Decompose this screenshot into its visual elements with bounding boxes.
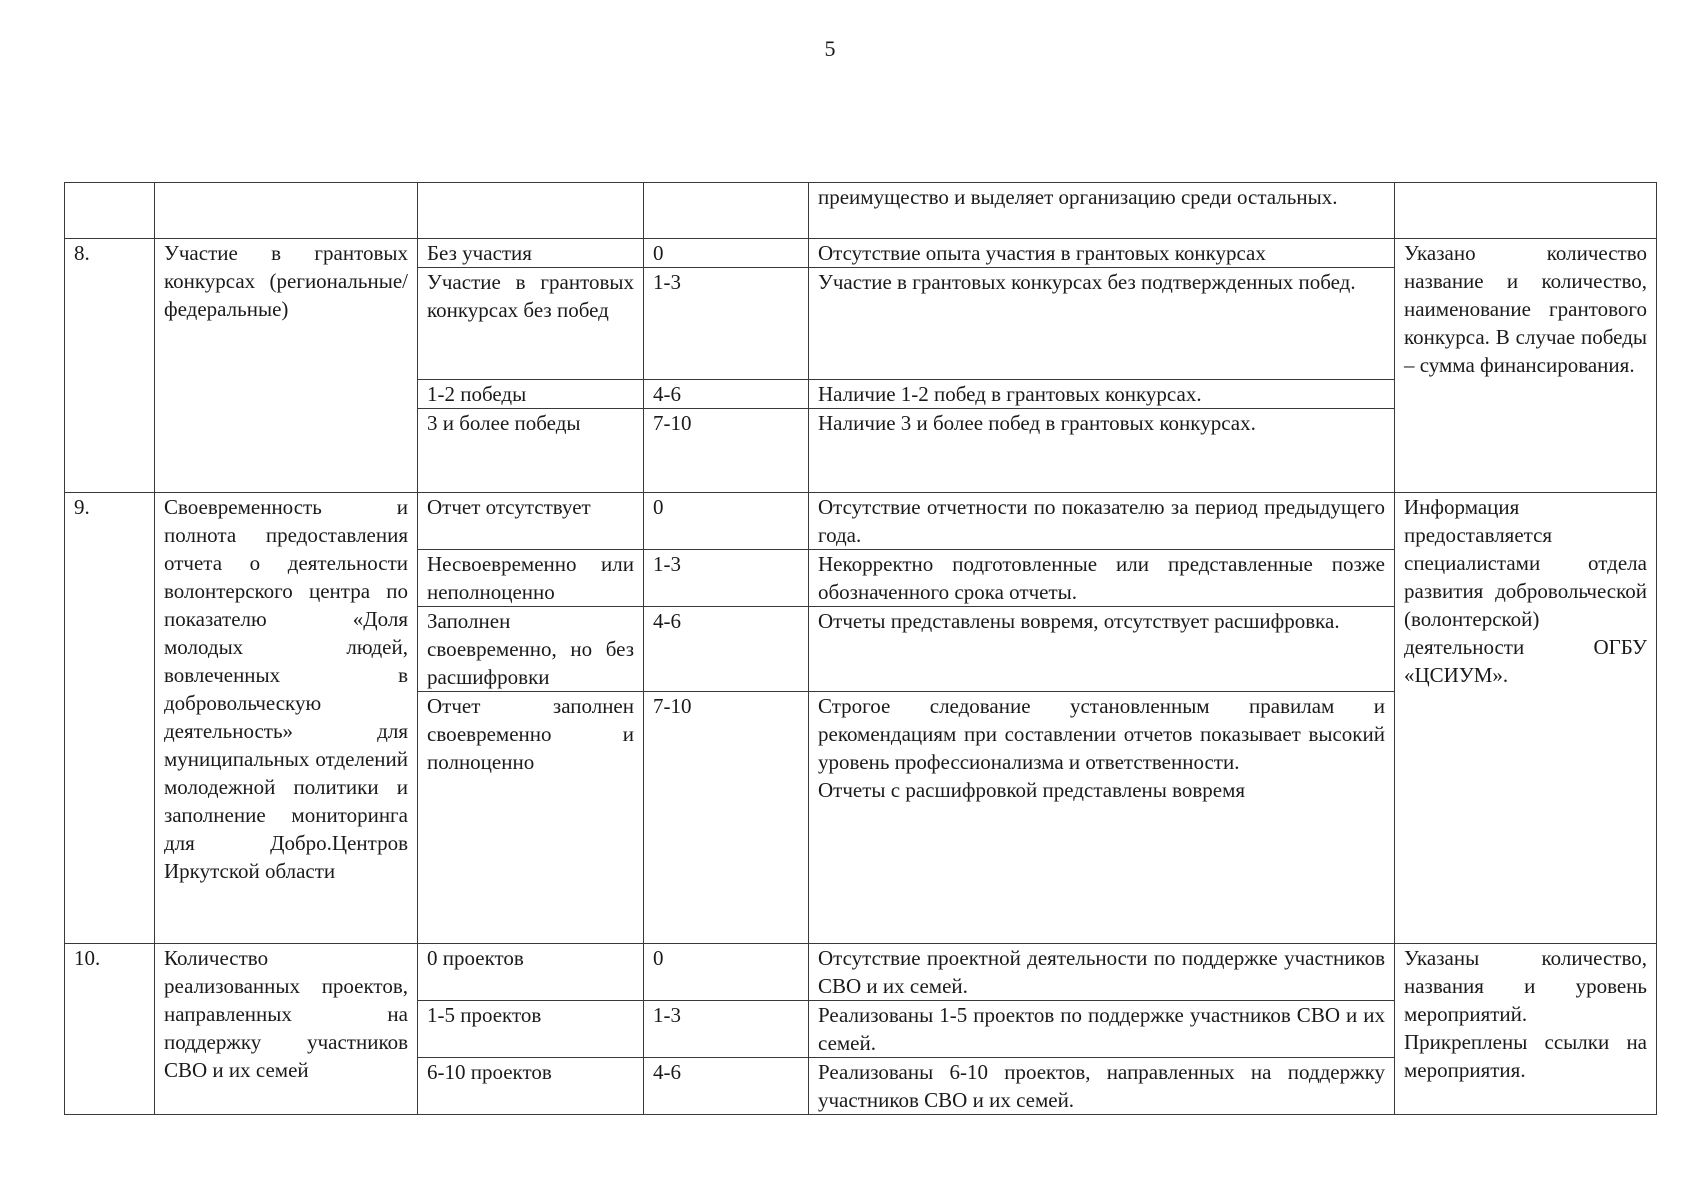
level-description: Отсутствие проектной деятельности по поддержке участников СВО и их семей. <box>809 944 1395 1001</box>
level-label: Без участия <box>418 239 644 268</box>
criterion-name: Количество реализованных проектов, направленных на поддержку участников СВО и их семей <box>155 944 418 1115</box>
continuation-row <box>65 183 1657 239</box>
level-points: 1-3 <box>644 550 809 607</box>
level-label: 0 проектов <box>418 944 644 1001</box>
criterion-note: Указаны количество, названия и уровень мероприятий. Прикреплены ссылки на мероприятия. <box>1395 944 1657 1115</box>
level-label: 1-2 победы <box>418 380 644 409</box>
level-label: Заполнен своевременно, но без расшифровки <box>418 607 644 692</box>
criterion-note: Информация предоставляется специалистами отдела развития добровольческой (волонтерской) деятельности ОГБУ «ЦСИУМ». <box>1395 493 1657 944</box>
level-description: Отсутствие отчетности по показателю за период предыдущего года. <box>809 493 1395 550</box>
criterion-note: Указано количество название и количество, наименование грантового конкурса. В случае победы – сумма финансирования. <box>1395 239 1657 493</box>
level-points: 4-6 <box>644 1058 809 1115</box>
level-label: Участие в грантовых конкурсах без побед <box>418 268 644 380</box>
level-description-cell <box>809 692 1395 944</box>
level-points: 0 <box>644 944 809 1001</box>
row-number: 9. <box>65 493 155 944</box>
table-row <box>65 493 1657 550</box>
cell-empty <box>644 183 809 239</box>
level-description: Участие в грантовых конкурсах без подтвержденных побед. <box>809 268 1395 380</box>
cell-empty <box>65 183 155 239</box>
level-points: 0 <box>644 493 809 550</box>
cell-empty <box>418 183 644 239</box>
level-label: Отчет заполнен своевременно и полноценно <box>418 692 644 944</box>
row-number: 10. <box>65 944 155 1115</box>
row-number: 8. <box>65 239 155 493</box>
criterion-name: Своевременность и полнота предоставления отчета о деятельности волонтерского центра по показателю «Доля молодых людей, вовлеченных в добровольческую деятельность» для муниципальных отделений молодежной политики и заполнение мониторинга для Добро.Центров Иркутской области <box>155 493 418 944</box>
page-number: 5 <box>824 36 836 61</box>
level-points: 0 <box>644 239 809 268</box>
level-description: Реализованы 6-10 проектов, направленных на поддержку участников СВО и их семей. <box>809 1058 1395 1115</box>
cell-empty <box>155 183 418 239</box>
level-points: 1-3 <box>644 268 809 380</box>
level-description-extra: Отчеты с расшифровкой представлены вовремя <box>818 778 1246 802</box>
level-points: 4-6 <box>644 607 809 692</box>
level-label: Отчет отсутствует <box>418 493 644 550</box>
level-description: Строгое следование установленным правилам и рекомендациям при составлении отчетов показывает высокий уровень профессионализма и ответственности. <box>818 694 1385 774</box>
table-row <box>65 944 1657 1001</box>
level-description: Наличие 3 и более побед в грантовых конкурсах. <box>809 409 1395 493</box>
cell-empty <box>1395 183 1657 239</box>
level-label: 6-10 проектов <box>418 1058 644 1115</box>
level-label: Несвоевременно или неполноценно <box>418 550 644 607</box>
criterion-name: Участие в грантовых конкурсах (региональные/федеральные) <box>155 239 418 493</box>
level-points: 7-10 <box>644 692 809 944</box>
level-label: 3 и более победы <box>418 409 644 493</box>
level-description: преимущество и выделяет организацию среди остальных. <box>809 183 1395 239</box>
table-row <box>65 239 1657 268</box>
level-description: Некорректно подготовленные или представленные позже обозначенного срока отчеты. <box>809 550 1395 607</box>
level-description: Наличие 1-2 побед в грантовых конкурсах. <box>809 380 1395 409</box>
level-description: Реализованы 1-5 проектов по поддержке участников СВО и их семей. <box>809 1001 1395 1058</box>
level-points: 1-3 <box>644 1001 809 1058</box>
level-description: Отсутствие опыта участия в грантовых конкурсах <box>809 239 1395 268</box>
level-points: 7-10 <box>644 409 809 493</box>
level-points: 4-6 <box>644 380 809 409</box>
level-description: Отчеты представлены вовремя, отсутствует расшифровка. <box>809 607 1395 692</box>
level-label: 1-5 проектов <box>418 1001 644 1058</box>
criteria-table <box>64 182 1657 1115</box>
